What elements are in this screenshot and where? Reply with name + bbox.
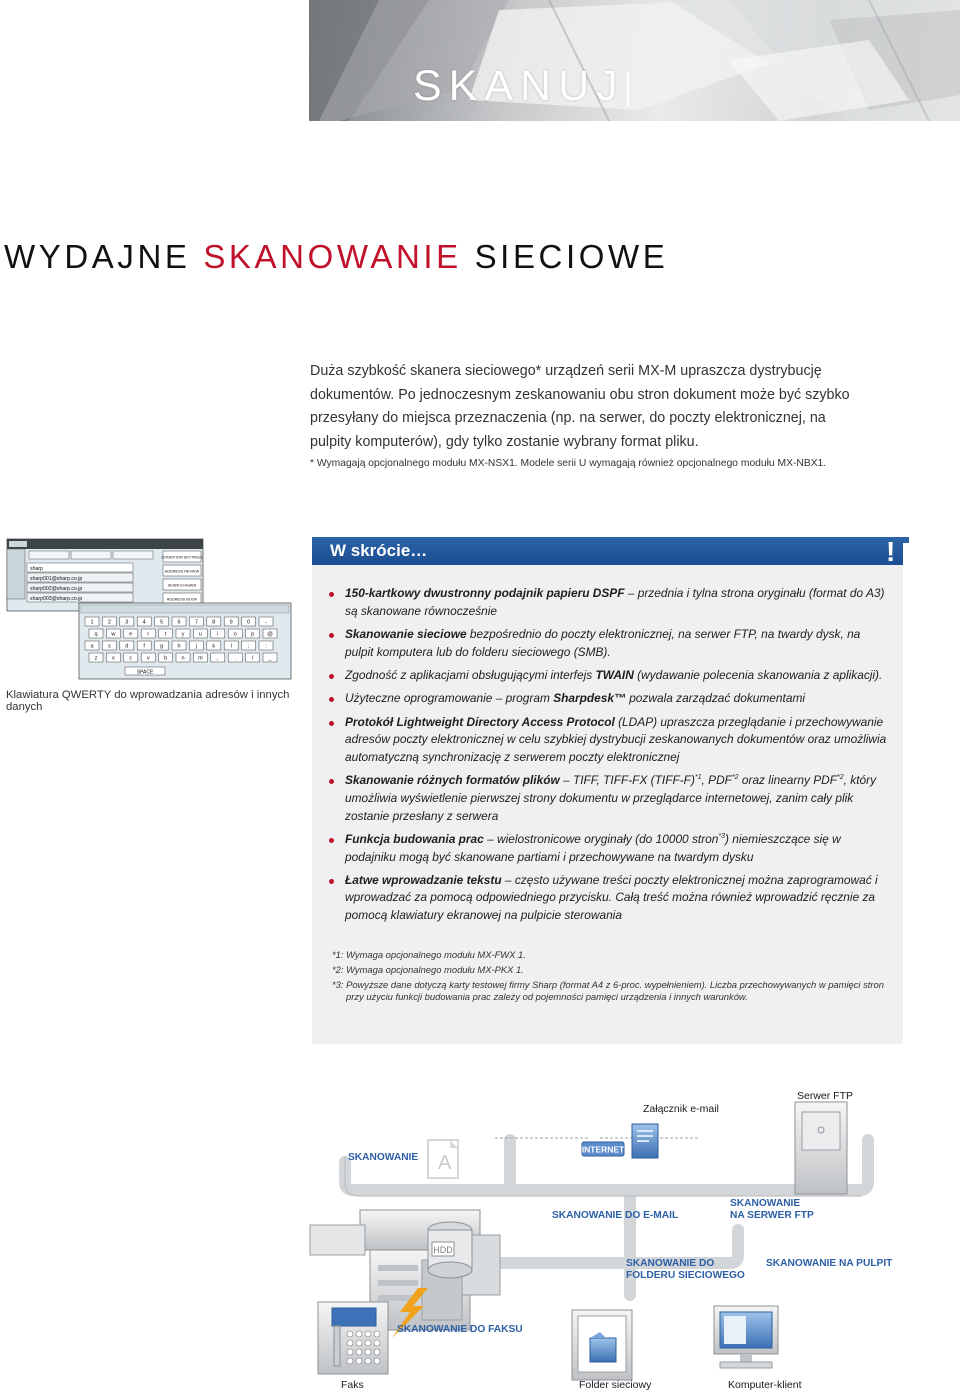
- keyboard-key-label: :: [265, 643, 267, 650]
- heading-part-3: SIECIOWE: [461, 238, 669, 275]
- keyboard-key-label: i: [217, 631, 219, 638]
- exclamation-icon: !: [886, 536, 896, 567]
- screen-button-label: SEARCH AGAIN: [167, 583, 197, 588]
- keyboard-key-label: e: [129, 631, 133, 638]
- keyboard-key-label: /: [251, 655, 254, 662]
- keyboard-key-label: 7: [194, 619, 198, 626]
- keyboard-key-label: d: [125, 643, 129, 650]
- space-key-label: SPACE: [136, 669, 154, 676]
- keyboard-key-label: 5: [160, 619, 164, 626]
- internet-label: INTERNET: [581, 1144, 625, 1155]
- footnotes: [332, 947, 892, 1003]
- feature-name: Skanowanie sieciowe: [345, 626, 467, 641]
- scan-fax-label: SKANOWANIE DO FAKSU: [397, 1324, 523, 1335]
- heading-part-2: SKANOWANIE: [203, 238, 462, 275]
- email-document-icon: [632, 1124, 658, 1158]
- feature-item: [312, 714, 892, 767]
- fax-key: [365, 1358, 371, 1364]
- summary-title: W skrócie…: [330, 541, 428, 560]
- keyboard-key-label: ;: [247, 643, 250, 650]
- computer-icon: [714, 1306, 778, 1368]
- feature-item: [312, 626, 892, 661]
- scan-ftp-label-2: NA SERWER FTP: [730, 1210, 814, 1221]
- feature-text: (LDAP) upraszcza przeglądanie i przechowywanie adresów poczty elektronicznej w celu szybkiej dystrybucji zeskanowanych dokumentów oraz umożliwia automatyczną synchronizację z serwerem poczty elektronicznej: [345, 714, 887, 764]
- keyboard-key-label: -: [265, 619, 267, 626]
- feature-text: (wydawanie polecenia skanowania z aplikacji).: [633, 667, 883, 682]
- bullet-icon: [329, 697, 334, 702]
- feature-text: , PDF: [701, 773, 732, 788]
- feature-item: [312, 690, 892, 708]
- keyboard-key-label: g: [160, 643, 164, 650]
- feature-text: oraz linearny PDF: [738, 773, 838, 788]
- footnote-3: *3: Powyższe dane dotyczą karty testowej firmy Sharp (format A4 z 6-proc. wypełnieniem). Liczba przechowywanych w pamięci stron przy użyciu funkcji budowania prac zależy od pojemności pamięci urządzenia i innych warunków.: [332, 979, 884, 1003]
- feature-name: Protokół Lightweight Directory Access Protocol: [345, 714, 615, 729]
- keyboard-key-label: 8: [212, 619, 216, 626]
- feature-item: [312, 831, 892, 866]
- keyboard-key-label: s: [108, 643, 111, 650]
- footnote-ref: *2: [731, 774, 739, 782]
- keyboard-key-label: 4: [142, 619, 146, 626]
- feature-item: [312, 772, 892, 825]
- keyboard-key-label: a: [90, 643, 94, 650]
- screen-button-label: ADDRESS REVIEW: [164, 569, 200, 574]
- keyboard-key-label: y: [181, 631, 185, 638]
- keyboard-key-label: 9: [229, 619, 233, 626]
- bullet-icon: [329, 633, 334, 638]
- section-heading: [4, 238, 668, 276]
- intro-footnote: * Wymagają opcjonalnego modułu MX-NSX1. Modele serii U wymagają również opcjonalnego modułu MX-NBX1.: [310, 458, 827, 469]
- keyboard-key-label: 2: [107, 619, 111, 626]
- keyboard-key-label: u: [198, 631, 202, 638]
- feature-name: Łatwe wprowadzanie tekstu: [345, 872, 502, 887]
- scanner-photo: [309, 0, 960, 121]
- feature-name: Skanowanie różnych formatów plików: [345, 773, 560, 788]
- keyboard-key-label: o: [233, 631, 237, 638]
- folder-label: Folder sieciowy: [579, 1379, 652, 1391]
- fax-key: [347, 1331, 353, 1337]
- feature-text: – wielostronicowe oryginały (do 10000 stron: [483, 831, 719, 846]
- feature-text: pozwala zarządzać dokumentami: [625, 691, 805, 706]
- fax-key: [374, 1349, 380, 1355]
- summary-header: [312, 537, 909, 565]
- touchscreen-image: [5, 537, 293, 680]
- ftp-server-icon: [795, 1102, 847, 1194]
- heading-part-1: WYDAJNE: [4, 238, 204, 275]
- address-row-text: sharp002@sharp.co.jp: [30, 585, 83, 592]
- feature-text: ) niemieszczące się w podajniku mogą być skanowane partiami i przechowywane na twardym dysku: [345, 831, 841, 864]
- feature-item: [312, 872, 892, 925]
- feature-name: TWAIN: [595, 667, 634, 682]
- keyboard-key-label: k: [212, 643, 216, 650]
- qwerty-screenshot: [5, 537, 293, 680]
- screenshot-caption: Klawiatura QWERTY do wprowadzania adresów i innych danych: [6, 689, 290, 713]
- keyboard-key-label: c: [129, 655, 133, 662]
- keyboard-key-label: p: [251, 631, 255, 638]
- title-divider: [627, 72, 629, 106]
- fax-key: [374, 1358, 380, 1364]
- summary-side-strip: [903, 543, 909, 1044]
- feature-text: , który umożliwia wyświetlenie pierwszej strony dokumentu w przeglądarce internetowej, zanim cały plik zostanie przesłany z serwera: [345, 773, 877, 823]
- feature-item: [312, 667, 892, 685]
- keyboard-key-label: @: [267, 631, 273, 638]
- feature-text: Zgodność z aplikacjami obsługującymi interfejs: [345, 667, 596, 682]
- feature-text: – TIFF, TIFF-FX (TIFF-F): [559, 773, 695, 788]
- intro-paragraph: Duża szybkość skanera sieciowego* urządzeń serii MX-M upraszcza dystrybucję dokumentów. Po jednoczesnym zeskanowaniu obu stron dokument może być szybko przesyłany do miejsca przeznaczenia (np. na serwer, do poczty elektronicznej, na pulpity komputerów), gdy tylko zostanie wybrany format pliku.: [310, 363, 850, 450]
- keyboard-key-label: l: [230, 643, 232, 650]
- bullet-icon: [329, 779, 334, 784]
- feature-text: Użyteczne oprogramowanie – program: [345, 691, 554, 706]
- fax-key: [365, 1349, 371, 1355]
- bullet-icon: [329, 838, 334, 843]
- bullet-icon: [329, 674, 334, 679]
- keyboard-key-label: 6: [177, 619, 181, 626]
- feature-text: – często używane treści poczty elektronicznej można zaprogramować i wprowadzać za pomocą odpowiedniego przycisku. Całą treść można również wprowadzić ręcznie za pomocą klawiatury ekranowej na pulpicie sterowania: [345, 872, 878, 923]
- keyboard-key-label: n: [181, 655, 185, 662]
- bullet-icon: [329, 879, 334, 884]
- feature-name: Sharpdesk™: [553, 691, 626, 706]
- scan-ftp-label-1: SKANOWANIE: [730, 1198, 801, 1209]
- footnote-1: *1: Wymaga opcjonalnego modułu MX-FWX 1.: [332, 949, 526, 960]
- keyboard-key-label: x: [112, 655, 115, 662]
- keyboard-key-label: h: [177, 643, 181, 650]
- page-section-title: SKANUJ: [413, 62, 625, 110]
- hdd-label: HDD: [433, 1245, 453, 1255]
- fax-label: Faks: [341, 1379, 364, 1391]
- keyboard-key-label: .: [234, 655, 236, 662]
- keyboard-key-label: v: [146, 655, 150, 662]
- keyboard-key-label: _: [268, 655, 272, 662]
- header-photo: [309, 0, 960, 121]
- feature-text: bezpośrednio do poczty elektronicznej, na serwer FTP, na twardy dysk, na pulpit komputera lub do folderu sieciowego (SMB).: [345, 626, 861, 659]
- keyboard-key-label: z: [94, 655, 98, 662]
- fax-key: [356, 1358, 362, 1364]
- footnote-ref: *1: [694, 774, 702, 782]
- keyboard-key-label: w: [111, 631, 116, 638]
- fax-key: [347, 1340, 353, 1346]
- ftp-server-label: Serwer FTP: [797, 1090, 854, 1102]
- footnote-ref: *3: [718, 832, 726, 840]
- address-row-text: sharp001@sharp.co.jp: [30, 575, 83, 582]
- fax-key: [374, 1340, 380, 1346]
- keyboard-key-label: 1: [90, 619, 94, 626]
- diagram-graphics: [300, 1080, 960, 1394]
- screen-button-label: CONDITION SETTINGS: [161, 555, 203, 560]
- scanning-label: SKANOWANIE: [348, 1152, 419, 1163]
- bullet-icon: [329, 592, 334, 597]
- scan-folder-label-1: SKANOWANIE DO: [626, 1258, 715, 1269]
- keyboard-key-label: b: [164, 655, 168, 662]
- fax-key: [365, 1340, 371, 1346]
- bullet-icon: [329, 721, 334, 726]
- email-attachment-label: Załącznik e-mail: [643, 1103, 719, 1115]
- fax-key: [365, 1331, 371, 1337]
- footnote-2: *2: Wymaga opcjonalnego modułu MX-PKX 1.: [332, 964, 524, 975]
- keyboard-key-label: 3: [125, 619, 129, 626]
- address-row-text: sharp: [30, 565, 43, 572]
- client-label: Komputer-klient: [728, 1379, 802, 1391]
- feature-item: [312, 585, 892, 620]
- fax-key: [374, 1331, 380, 1337]
- feature-name: Funkcja budowania prac: [345, 831, 484, 846]
- keyboard-key-label: j: [195, 643, 198, 650]
- scan-desktop-label: SKANOWANIE NA PULPIT: [766, 1258, 893, 1269]
- keyboard-key-label: q: [94, 631, 98, 638]
- keyboard-key-label: 0: [247, 619, 251, 626]
- summary-box: [312, 537, 909, 1044]
- fax-icon: [318, 1302, 388, 1374]
- fax-key: [356, 1331, 362, 1337]
- fax-key: [347, 1349, 353, 1355]
- keyboard-key-label: t: [164, 631, 167, 638]
- keyboard-key-label: ,: [217, 655, 219, 662]
- folder-icon: [572, 1310, 632, 1380]
- fax-key: [347, 1358, 353, 1364]
- fax-key: [356, 1349, 362, 1355]
- screen-button-label: ADDRESS BOOK: [166, 597, 198, 602]
- network-diagram: [300, 1080, 960, 1394]
- address-row-text: sharp003@sharp.co.jp: [30, 595, 83, 602]
- document-letter: A: [438, 1152, 452, 1174]
- keyboard-key-label: m: [198, 655, 203, 662]
- feature-name: 150-kartkowy dwustronny podajnik papieru DSPF: [345, 586, 625, 600]
- footnote-ref: *2: [837, 774, 844, 782]
- fax-key: [356, 1340, 362, 1346]
- keyboard-key-label: f: [143, 643, 145, 650]
- scan-email-label: SKANOWANIE DO E-MAIL: [552, 1210, 679, 1221]
- feature-list: [312, 585, 892, 930]
- keyboard-key-label: r: [147, 631, 150, 638]
- scan-folder-label-2: FOLDERU SIECIOWEGO: [626, 1270, 745, 1281]
- feature-text: – przednia i tylna strona oryginału (format do A3) są skanowane równocześnie: [345, 586, 885, 618]
